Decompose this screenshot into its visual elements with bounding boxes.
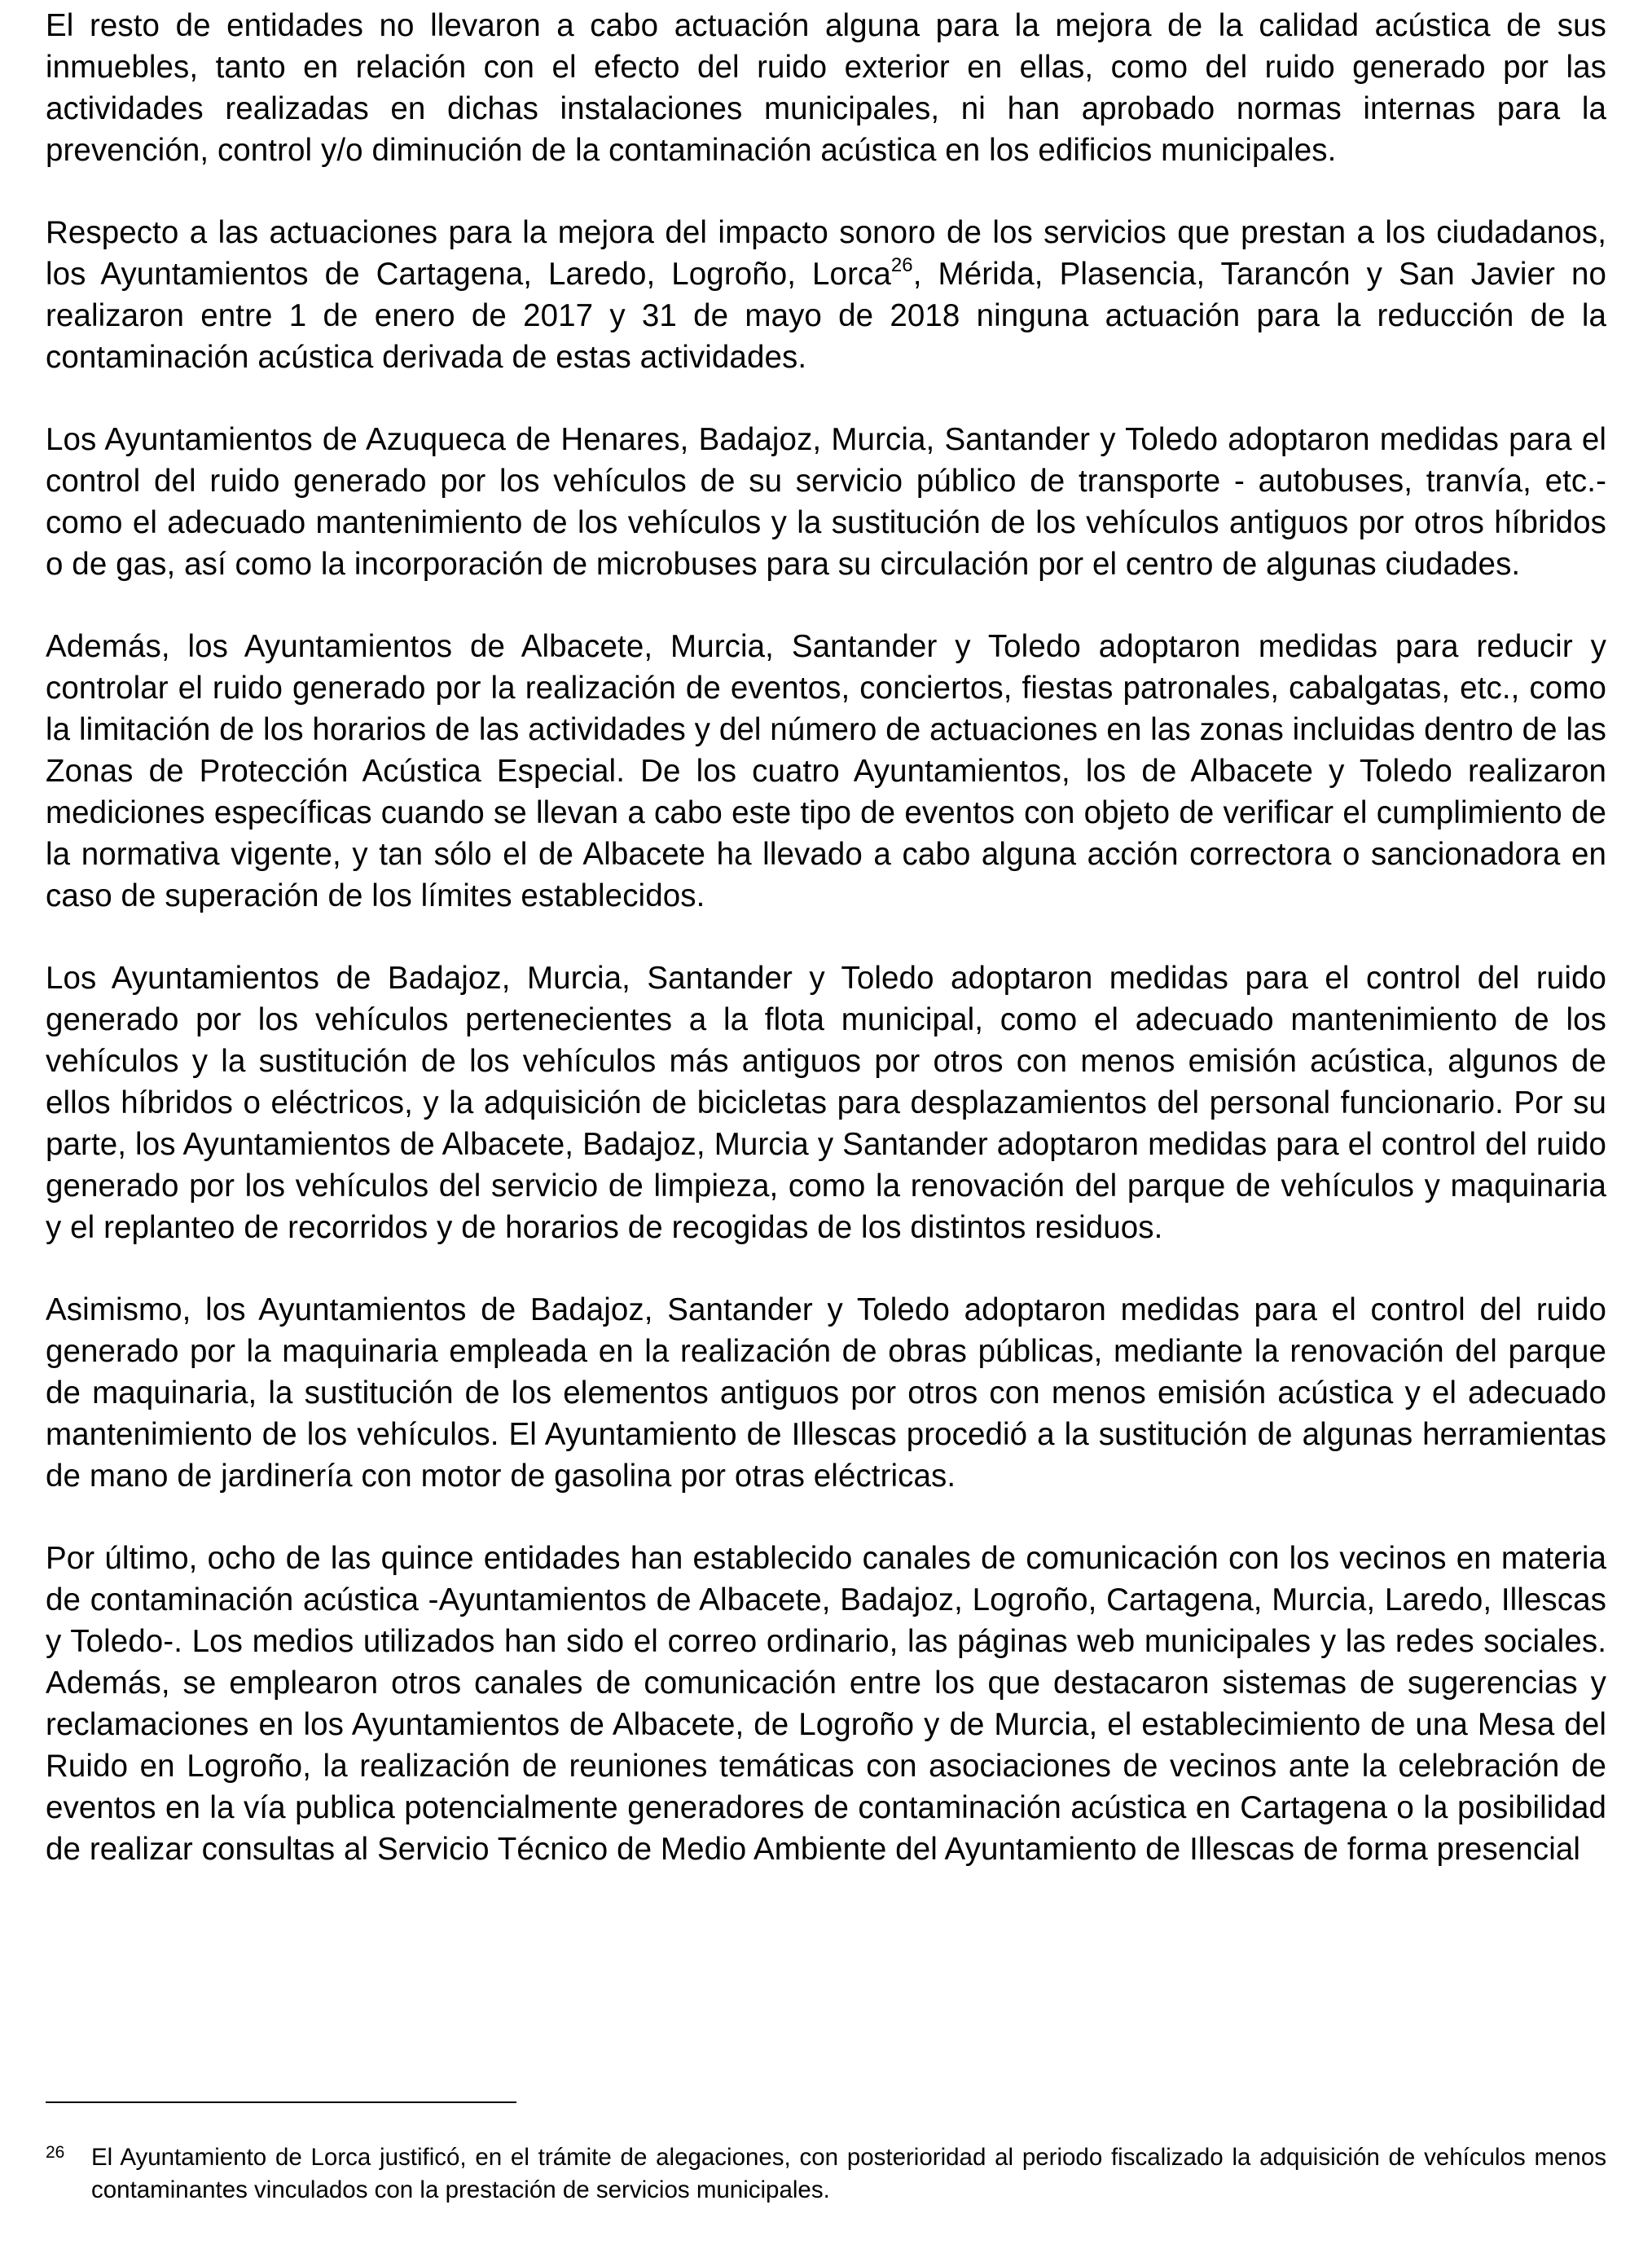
footnote-reference[interactable]: 26	[890, 254, 913, 277]
paragraph-1: El resto de entidades no llevaron a cabo actuación alguna para la mejora de la calidad acústica de sus inmuebles, tanto en relación con el efecto del ruido exterior en ellas, como del ruido generado por las actividades realizadas en dichas instalaciones municipales, ni han aprobado normas internas para la prevención, control y/o diminución de la contaminación acústica en los edificios municipales.	[46, 8, 1606, 168]
footnote-number: 26	[46, 2143, 65, 2162]
paragraph-5: Los Ayuntamientos de Badajoz, Murcia, Santander y Toledo adoptaron medidas para el control del ruido generado por los vehículos pertenecientes a la flota municipal, como el adecuado mantenimiento de los vehículos y la sustitución de los vehículos más antiguos por otros con menos emisión acústica, algunos de ellos híbridos o eléctricos, y la adquisición de bicicletas para desplazamientos del personal funcionario. Por su parte, los Ayuntamientos de Albacete, Badajoz, Murcia y Santander adoptaron medidas para el control del ruido generado por los vehículos del servicio de limpieza, como la renovación del parque de vehículos y maquinaria y el replanteo de recorridos y de horarios de recogidas de los distintos residuos.	[46, 961, 1606, 1245]
paragraph-2-after: , Mérida, Plasencia, Tarancón y San Javier no realizaron entre 1 de enero de 2017 y 31 de mayo de 2018 ninguna actuación para la reducción de la contaminación acústica derivada de estas actividades.	[46, 257, 1606, 375]
footnote-text: El Ayuntamiento de Lorca justificó, en el trámite de alegaciones, con posterioridad al periodo fiscalizado la adquisición de vehículos menos contaminantes vinculados con la prestación de servicios municipales.	[91, 2144, 1606, 2203]
paragraph-6: Asimismo, los Ayuntamientos de Badajoz, Santander y Toledo adoptaron medidas para el control del ruido generado por la maquinaria empleada en la realización de obras públicas, mediante la renovación del parque de maquinaria, la sustitución de los elementos antiguos por otros con menos emisión acústica y el adecuado mantenimiento de los vehículos. El Ayuntamiento de Illescas procedió a la sustitución de algunas herramientas de mano de jardinería con motor de gasolina por otras eléctricas.	[46, 1292, 1606, 1494]
paragraph-3: Los Ayuntamientos de Azuqueca de Henares, Badajoz, Murcia, Santander y Toledo adoptaron medidas para el control del ruido generado por los vehículos de su servicio público de transporte - autobuses, tranvía, etc.- como el adecuado mantenimiento de los vehículos y la sustitución de los vehículos antiguos por otros híbridos o de gas, así como la incorporación de microbuses para su circulación por el centro de algunas ciudades.	[46, 422, 1606, 582]
paragraph-4: Además, los Ayuntamientos de Albacete, Murcia, Santander y Toledo adoptaron medidas para reducir y controlar el ruido generado por la realización de eventos, conciertos, fiestas patronales, cabalgatas, etc., como la limitación de los horarios de las actividades y del número de actuaciones en las zonas incluidas dentro de las Zonas de Protección Acústica Especial. De los cuatro Ayuntamientos, los de Albacete y Toledo realizaron mediciones específicas cuando se llevan a cabo este tipo de eventos con objeto de verificar el cumplimiento de la normativa vigente, y tan sólo el de Albacete ha llevado a cabo alguna acción correctora o sancionadora en caso de superación de los límites establecidos.	[46, 629, 1606, 913]
paragraph-7: Por último, ocho de las quince entidades han establecido canales de comunicación con los vecinos en materia de contaminación acústica -Ayuntamientos de Albacete, Badajoz, Logroño, Cartagena, Murcia, Laredo, Illescas y Toledo-. Los medios utilizados han sido el correo ordinario, las páginas web municipales y las redes sociales. Además, se emplearon otros canales de comunicación entre los que destacaron sistemas de sugerencias y reclamaciones en los Ayuntamientos de Albacete, de Logroño y de Murcia, el establecimiento de una Mesa del Ruido en Logroño, la realización de reuniones temáticas con asociaciones de vecinos ante la celebración de eventos en la vía publica potencialmente generadores de contaminación acústica en Cartagena o la posibilidad de realizar consultas al Servicio Técnico de Medio Ambiente del Ayuntamiento de Illescas de forma presencial	[46, 1541, 1606, 1867]
footnote-separator	[46, 2101, 516, 2103]
paragraph-2	[46, 212, 1606, 378]
document-body	[46, 5, 1606, 1911]
footnote	[46, 2141, 1606, 2207]
paragraph-2-before: Respecto a las actuaciones para la mejora del impacto sonoro de los servicios que prestan a los ciudadanos, los Ayuntamientos de Cartagena, Laredo, Logroño, Lorca	[46, 215, 1606, 292]
